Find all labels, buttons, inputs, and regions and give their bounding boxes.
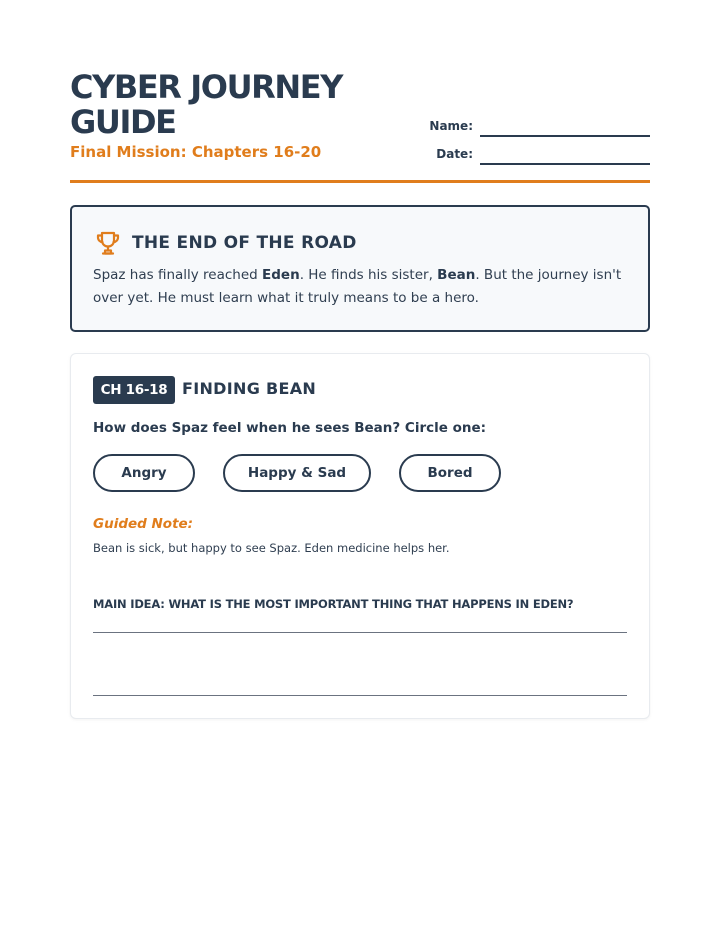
- option-bored[interactable]: Bored: [399, 454, 501, 492]
- header-divider: [70, 180, 650, 183]
- guided-note-label: Guided Note:: [93, 516, 194, 532]
- date-label: Date:: [436, 147, 473, 161]
- name-field-row: [410, 115, 650, 139]
- page-title: CYBER JOURNEY GUIDE: [70, 68, 343, 141]
- date-field-row: [410, 143, 650, 167]
- question-text: How does Spaz feel when he sees Bean? Circle one:: [93, 420, 487, 436]
- intro-title: THE END OF THE ROAD: [132, 233, 357, 253]
- trophy-icon: [94, 229, 122, 257]
- intro-box: [70, 205, 650, 332]
- bean-highlight: Bean: [437, 267, 476, 283]
- chapter-title: FINDING BEAN: [182, 379, 317, 398]
- page-header: [70, 70, 650, 170]
- page-subtitle: Final Mission: Chapters 16-20: [70, 143, 322, 161]
- chapter-badge: CH 16-18: [93, 376, 175, 404]
- eden-highlight: Eden: [262, 267, 300, 283]
- option-angry[interactable]: Angry: [93, 454, 195, 492]
- name-field[interactable]: [480, 135, 650, 137]
- intro-text: Spaz has finally reached Eden. He finds his sister, Bean. But the journey isn't over yet. He must learn what it truly means to be a hero.: [93, 267, 622, 306]
- answer-line[interactable]: [93, 695, 627, 696]
- main-idea-prompt: MAIN IDEA: WHAT IS THE MOST IMPORTANT THING THAT HAPPENS IN EDEN?: [93, 597, 574, 611]
- chapter-card: [70, 353, 650, 719]
- name-label: Name:: [429, 119, 473, 133]
- option-happy-sad[interactable]: Happy & Sad: [223, 454, 371, 492]
- answer-line[interactable]: [93, 632, 627, 633]
- guided-note-text: Bean is sick, but happy to see Spaz. Eden medicine helps her.: [93, 541, 450, 555]
- date-field[interactable]: [480, 163, 650, 165]
